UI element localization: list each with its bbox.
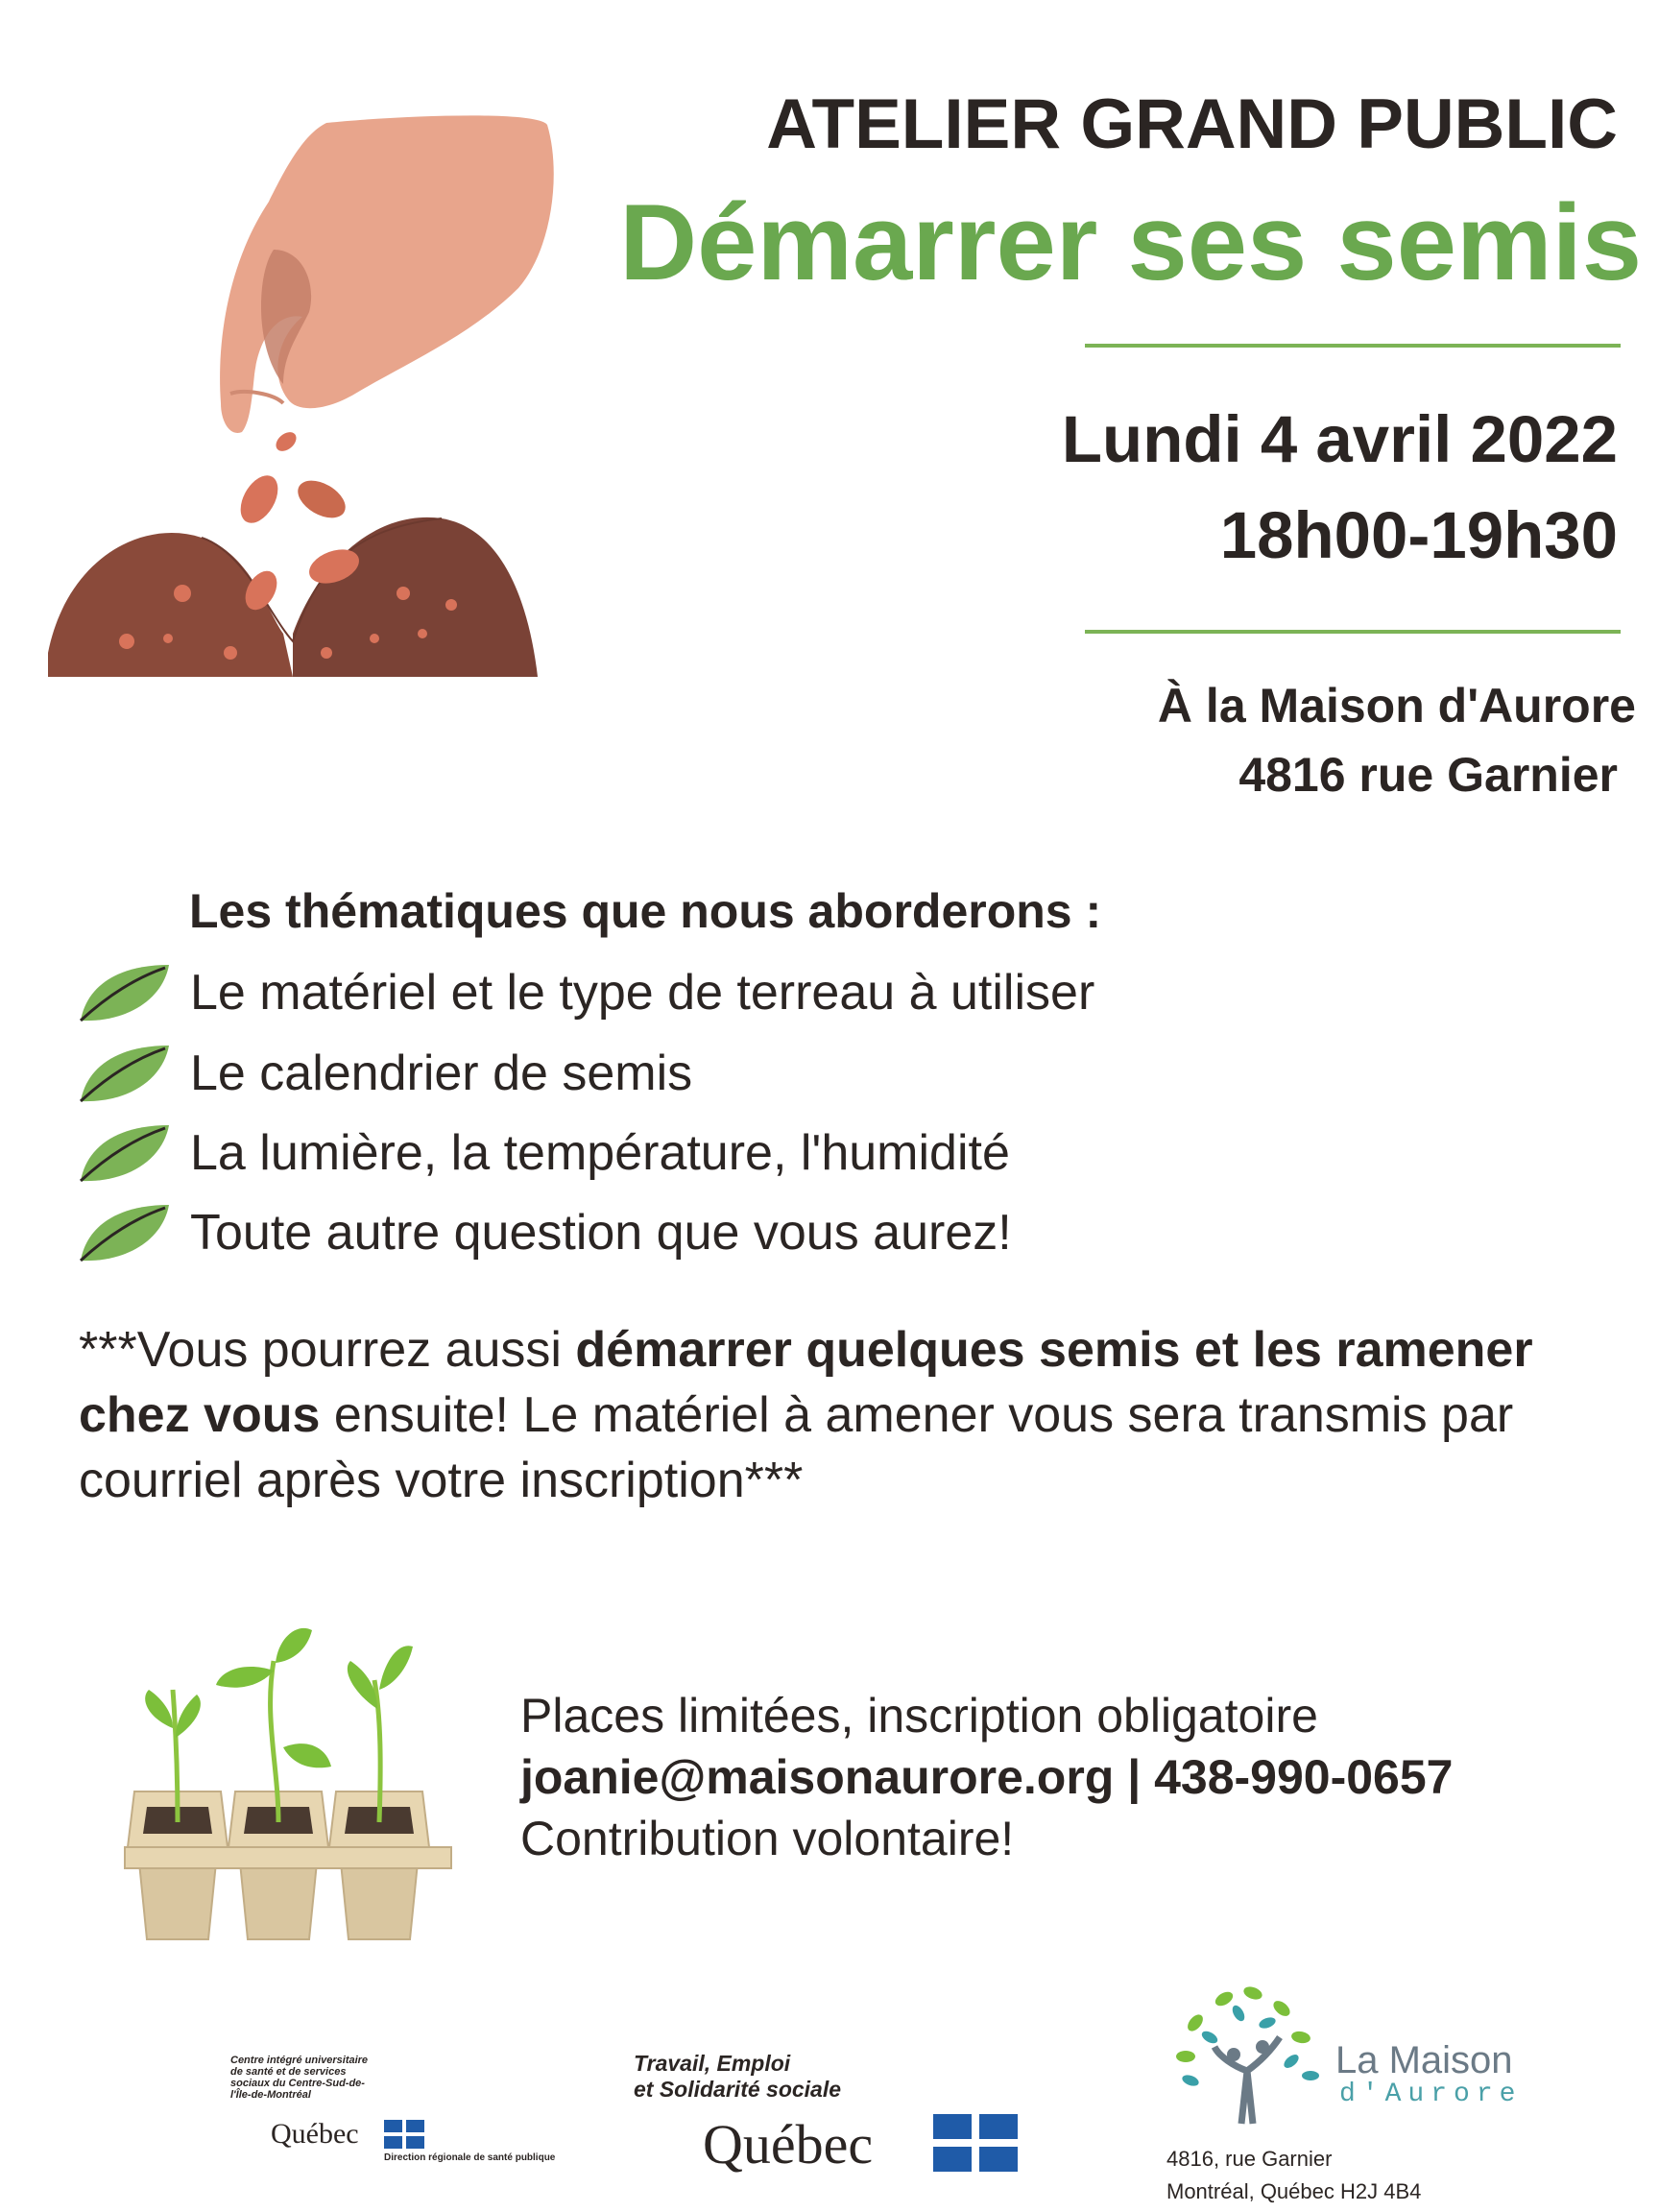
event-date: Lundi 4 avril 2022 (1061, 402, 1618, 476)
list-item (77, 954, 1094, 1031)
topic-label: La lumière, la température, l'humidité (190, 1125, 1010, 1181)
leaf-icon (77, 1199, 173, 1266)
tess-name-line2: et Solidarité sociale (634, 2077, 842, 2102)
maison-name-sub: d'Aurore (1339, 2080, 1523, 2109)
ciusss-logo (230, 2055, 576, 2163)
note-emphasis: démarrer quelques semis et les ramener chez vous (79, 1322, 1533, 1443)
maison-name: La Maison (1335, 2039, 1513, 2081)
tess-quebec-wordmark: Québec (703, 2113, 874, 2176)
leaf-icon (77, 1119, 173, 1187)
tess-logo (634, 2051, 1037, 2176)
quebec-flag-icon (384, 2120, 424, 2149)
note-text-end: ensuite! Le matériel à amener vous sera transmis par courriel après votre inscription*** (79, 1387, 1514, 1508)
divider-top (1085, 344, 1621, 348)
workshop-note (79, 1317, 1615, 1513)
leaf-icon (77, 959, 173, 1026)
topic-label: Le matériel et le type de terreau à utiliser (190, 965, 1095, 1021)
maison-address-line2: Montréal, Québec H2J 4B4 (1166, 2179, 1422, 2203)
leaf-icon (77, 1040, 173, 1107)
tree-logo-icon (1166, 1980, 1330, 2133)
tess-name-line1: Travail, Emploi (634, 2051, 791, 2076)
hand-sowing-seeds-illustration (38, 115, 557, 682)
event-venue: À la Maison d'Aurore (1157, 679, 1636, 733)
list-item (77, 1035, 692, 1112)
maison-address-line1: 4816, rue Garnier (1166, 2147, 1333, 2171)
maison-aurore-logo (1166, 1980, 1551, 2203)
list-item (77, 1194, 1012, 1271)
list-item (77, 1115, 1010, 1191)
topic-label: Toute autre question que vous aurez! (190, 1205, 1012, 1261)
event-time: 18h00-19h30 (1219, 498, 1618, 572)
note-text: ***Vous pourrez aussi (79, 1322, 576, 1378)
topic-label: Le calendrier de semis (190, 1046, 693, 1101)
registration-info (520, 1685, 1453, 1869)
ciusss-quebec-wordmark: Québec (271, 2118, 359, 2150)
places-limited-text: Places limitées, inscription obligatoire (520, 1689, 1318, 1743)
divider-bottom (1085, 630, 1621, 634)
quebec-flag-icon (933, 2114, 1018, 2172)
contact-email-phone[interactable]: joanie@maisonaurore.org | 438-990-0657 (520, 1750, 1454, 1804)
contribution-text: Contribution volontaire! (520, 1812, 1015, 1865)
topics-heading: Les thématiques que nous aborderons : (189, 884, 1102, 938)
page-title: Démarrer ses semis (619, 182, 1642, 302)
event-address: 4816 rue Garnier (1238, 748, 1618, 802)
seedling-tray-illustration (120, 1603, 466, 1949)
ciusss-name: Centre intégré universitaire de santé et de services sociaux du Centre-Sud-de-l'Île-de-Montréal (230, 2055, 369, 2101)
event-kicker: ATELIER GRAND PUBLIC (766, 85, 1618, 163)
ciusss-subtitle: Direction régionale de santé publique (384, 2152, 556, 2163)
